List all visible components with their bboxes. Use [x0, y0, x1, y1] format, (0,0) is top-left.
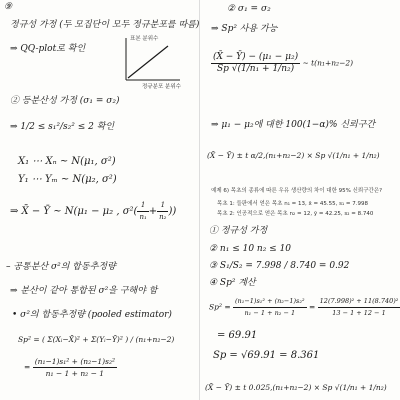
sp-value: Sp = √69.91 = 8.361 [213, 350, 320, 361]
pooled-sample-formula: = $\frac{\text{(n₁−1)s₁² + (n₂−1)s₂²}}{\text{n₁ − 1 + n₂ − 1}}$ [24, 357, 115, 378]
corner-mark: ⑨ [4, 2, 13, 12]
qq-x-label: 정규분포 분위수 [142, 84, 181, 90]
variance-ratio-check: ⇒ 1/2 ≤ s₁²/s₂² ≤ 2 확인 [10, 122, 115, 132]
sp-squared-value: = 69.91 [217, 330, 258, 341]
sp-usable: ⇒ Sp² 사용 가능 [211, 24, 278, 34]
t-statistic: $\frac{\text{(X̄ − Ȳ) − (μ₁ − μ₂)}}{\text{Sp √(1/n₁ + 1/n₂)}}$ ~ t(n₁+n₂−2) [213, 52, 354, 74]
ci-formula: (X̄ − Ȳ) ± t α/2,(n₁+n₂−2) × Sp √(1/n₁ + 1/n₂) [207, 151, 380, 160]
right-column [203, 0, 399, 400]
ci-numeric-formula: (X̄ − Ȳ) ± t 0.025,(n₁+n₂−2) × Sp √(1/n₁ + 1/n₂) [205, 383, 387, 392]
pooled-fraction: $\frac{\text{(n₁−1)s₁² + (n₂−1)s₂²}}{\text{n₁ − 1 + n₂ − 1}}$ [34, 357, 115, 378]
t-stat-fraction: $\frac{\text{(X̄ − Ȳ) − (μ₁ − μ₂)}}{\text{Sp √(1/n₁ + 1/n₂)}}$ [213, 52, 299, 74]
assumption-equal-variance: ② 등분산성 가정 (σ₁ = σ₂) [10, 96, 120, 106]
step-normality: ① 정규성 가정 [209, 226, 268, 236]
example-title: 예제 6) 목초의 종류에 따른 우유 생산량의 차이 대한 95% 신뢰구간은? [211, 188, 383, 194]
sp-frac-general: $\frac{\text{(n₁−1)s₁² + (n₂−1)s₂²}}{\text{n₁ − 1 + n₂ − 1}}$ [235, 297, 305, 317]
sample-x-dist: X₁ ⋯ Xₙ ~ N(μ₁, σ²) [18, 156, 116, 167]
frac-1-n2: $\frac{1}{\text{n₂}}$ [159, 201, 167, 221]
example-grass-1: 목초 1: 들판에서 얻은 목초 n₁ = 13, x̄ = 45.55, s₁ = 7.998 [217, 201, 369, 207]
example-grass-2: 목초 2: 인공적으로 얻은 목초 n₂ = 12, ȳ = 42.25, s₂ = 8.740 [217, 211, 374, 217]
sp-frac-numeric: $\frac{\text{12(7.998)² + 11(8.740)²}}{13 - 1 + 12 - 1}$ [319, 297, 399, 317]
qq-y-label: 표본 분위수 [130, 36, 159, 42]
pooled-variance-heading: – 공통분산 σ²의 합동추정량 [6, 262, 116, 272]
qq-plot-sketch [112, 34, 182, 90]
qq-plot-note: ⇒ QQ-plot로 확인 [10, 44, 86, 54]
ci-heading: ⇒ μ₁ − μ₂에 대한 100(1−α)% 신뢰구간 [211, 120, 376, 130]
column-divider [199, 0, 200, 400]
pooled-variance-reason: ⇒ 분산이 같아 통합된 σ²을 구해야 함 [10, 286, 158, 296]
sp-squared-formula: Sp² = $\frac{\text{(n₁−1)s₁² + (n₂−1)s₂²}}{\text{n₁ − 1 + n₂ − 1}}$ = $\frac{\text{12(7.998)² + 11(8.740)²}}{13 - 1 + 12 - 1}$ [209, 297, 399, 317]
diff-mean-dist: ⇒ X̄ − Ȳ ~ N(μ₁ − μ₂ , σ²( $\frac{1}{\text{n₁}}$ + $\frac{1}{\text{n₂}}$ )) [10, 201, 177, 221]
step-ratio: ③ S₁/S₂ = 7.998 / 8.740 = 0.92 [209, 261, 350, 271]
equal-sigma: ② σ₁ = σ₂ [227, 4, 271, 14]
sample-y-dist: Y₁ ⋯ Yₘ ~ N(μ₂, σ²) [18, 174, 117, 185]
frac-1-n1: $\frac{1}{\text{n₁}}$ [139, 201, 147, 221]
assumption-normality: 정규성 가정 (두 모집단이 모두 정규분포를 따름) [10, 20, 200, 30]
step-sp-calc: ④ Sp² 계산 [209, 278, 256, 288]
step-sample-size: ② n₁ ≤ 10 n₂ ≤ 10 [209, 244, 292, 254]
pooled-sum-formula: Sp² = ( Σ(Xᵢ−X̄)² + Σ(Yᵢ−Ȳ)² ) / (n₁+n₂−2) [18, 335, 175, 344]
pooled-estimator-title: • σ²의 합동추정량 (pooled estimator) [12, 310, 172, 320]
